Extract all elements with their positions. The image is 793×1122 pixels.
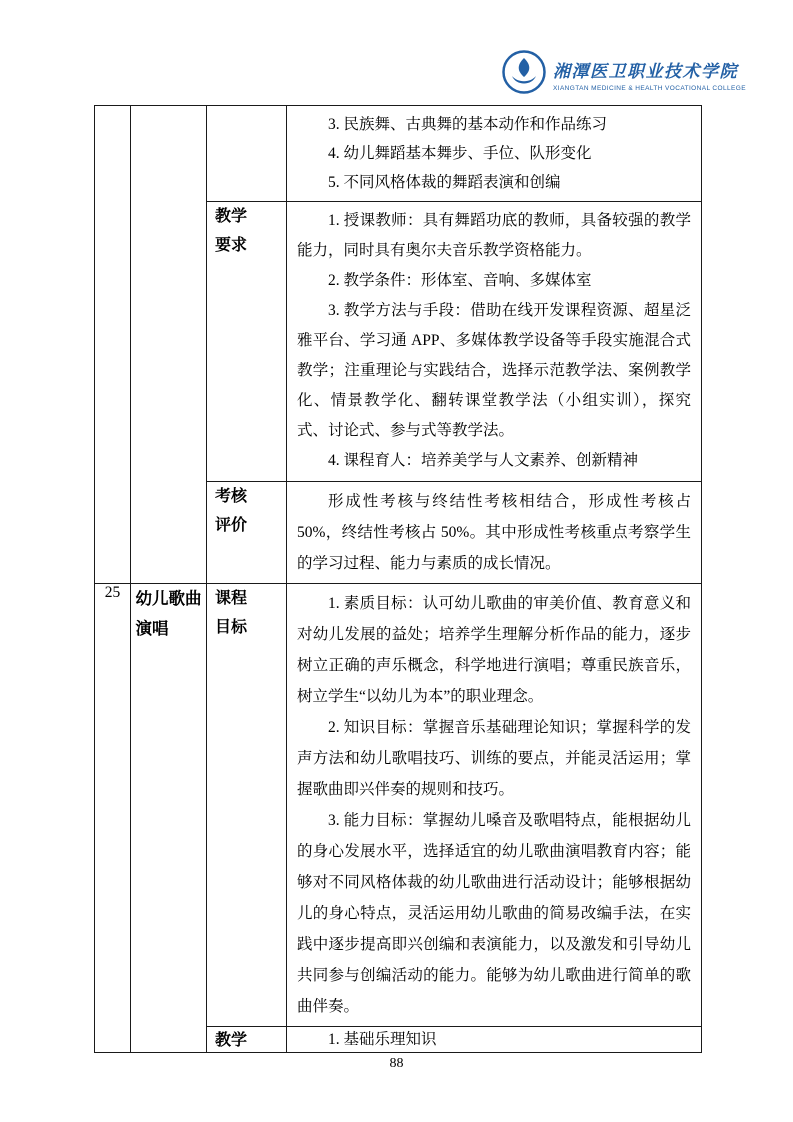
teaching-requirements-label-cell [207, 202, 287, 482]
assessment-label-cell [207, 482, 287, 584]
row-label-cell-empty [207, 106, 287, 202]
course-name: 幼儿歌曲演唱 [135, 589, 202, 638]
teaching-requirements-cell [287, 202, 702, 482]
content-line: 2. 知识目标：掌握音乐基础理论知识；掌握科学的发声方法和幼儿歌唱技巧、训练的要点，并能灵活运用；掌握歌曲即兴伴奏的规则和技巧。 [297, 719, 691, 798]
assessment-label: 考核评价 [215, 488, 248, 534]
content-line: 3. 能力目标：掌握幼儿嗓音及歌唱特点，能根据幼儿的身心发展水平，选择适宜的幼儿歌曲演唱教育内容；能够对不同风格体裁的幼儿歌曲进行活动设计；能够根据幼儿的身心特点，灵活运用幼儿歌曲的简易改编手法，在实践中逐步提高即兴创编和表演能力，以及激发和引导幼儿共同参与创编活动的能力。能够为幼儿歌曲进行简单的歌曲伴奏。 [297, 812, 691, 1015]
course-number-cell-empty [95, 106, 131, 584]
course-name-cell-empty [131, 106, 207, 584]
content-line: 4. 幼儿舞蹈基本舞步、手位、队形变化 [328, 145, 592, 162]
course-name-cell [131, 584, 207, 1053]
content-line: 4. 课程育人：培养美学与人文素养、创新精神 [328, 452, 639, 469]
content-line: 2. 教学条件：形体室、音响、多媒体室 [328, 272, 592, 289]
college-name-en: XIANGTAN MEDICINE & HEALTH VOCATIONAL COLLEGE [553, 85, 746, 92]
objectives-label: 课程目标 [215, 590, 248, 636]
page-number: 88 [389, 1056, 404, 1071]
objectives-label-cell [207, 584, 287, 1027]
content-line: 5. 不同风格体裁的舞蹈表演和创编 [328, 174, 561, 191]
teaching-content-continued-cell [287, 106, 702, 202]
teaching-requirements-label: 教学要求 [215, 208, 248, 254]
teaching-label-cell [207, 1027, 287, 1053]
content-line: 1. 授课教师：具有舞蹈功底的教师，具备较强的教学能力，同时具有奥尔夫音乐教学资格能力。 [297, 212, 691, 259]
course-number: 25 [95, 584, 131, 1053]
college-logo-icon [502, 50, 546, 99]
objectives-cell [287, 584, 702, 1027]
content-line: 形成性考核与终结性考核相结合，形成性考核占 50%，终结性考核占 50%。其中形成性考核重点考察学生的学习过程、能力与素质的成长情况。 [297, 493, 691, 572]
content-line: 3. 民族舞、古典舞的基本动作和作品练习 [328, 116, 608, 133]
teaching-cell [287, 1027, 702, 1053]
content-line: 1. 素质目标：认可幼儿歌曲的审美价值、教育意义和对幼儿发展的益处；培养学生理解分析作品的能力，逐步树立正确的声乐概念，科学地进行演唱；尊重民族音乐，树立学生“以幼儿为本”的职业理念。 [297, 595, 691, 705]
content-line: 1. 基础乐理知识 [328, 1030, 437, 1048]
college-logo [502, 50, 746, 99]
college-name-cn: 湘潭医卫职业技术学院 [553, 62, 738, 81]
syllabus-table [94, 105, 702, 1053]
assessment-cell [287, 482, 702, 584]
content-line: 3. 教学方法与手段：借助在线开发课程资源、超星泛雅平台、学习通 APP、多媒体教学设备等手段实施混合式教学；注重理论与实践结合，选择示范教学法、案例教学化、情景教学化、翻转课堂教学法（小组实训），探究式、讨论式、参与式等教学法。 [297, 302, 691, 439]
teaching-label: 教学 [215, 1032, 248, 1049]
college-name-block [553, 57, 746, 92]
